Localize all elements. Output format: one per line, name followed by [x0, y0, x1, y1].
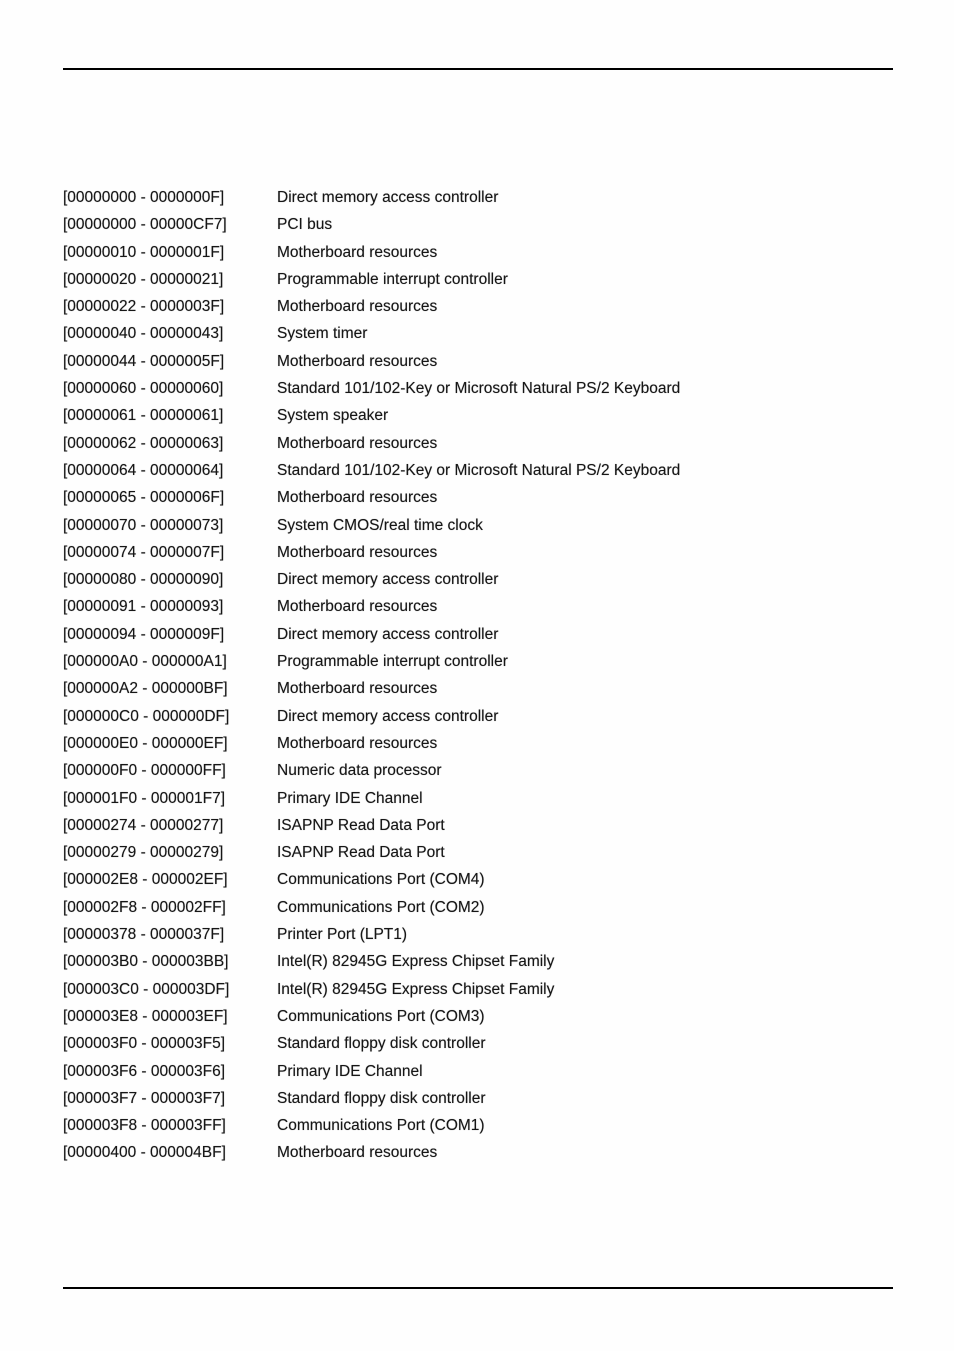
address-range: [00000044 - 0000005F] — [63, 352, 225, 370]
device-name: Standard 101/102-Key or Microsoft Natural PS/2 Keyboard — [277, 461, 681, 479]
device-name: Primary IDE Channel — [277, 789, 423, 807]
io-map-row — [63, 539, 893, 566]
io-map-row — [63, 921, 893, 948]
io-map-row — [63, 839, 893, 866]
io-map-row — [63, 976, 893, 1003]
device-name: ISAPNP Read Data Port — [277, 816, 445, 834]
io-map-row — [63, 621, 893, 648]
io-map-row — [63, 948, 893, 975]
io-map-row — [63, 320, 893, 347]
address-range: [00000061 - 00000061] — [63, 407, 224, 425]
device-name: Motherboard resources — [277, 598, 438, 616]
io-map-row — [63, 757, 893, 784]
device-name: Motherboard resources — [277, 434, 438, 452]
address-range: [00000065 - 0000006F] — [63, 489, 225, 507]
io-map-row — [63, 730, 893, 757]
device-name: Motherboard resources — [277, 489, 438, 507]
address-range: [000003F7 - 000003F7] — [63, 1089, 226, 1107]
device-name: Direct memory access controller — [277, 707, 499, 725]
io-map-row — [63, 1003, 893, 1030]
device-name: Motherboard resources — [277, 352, 438, 370]
io-map-row — [63, 1030, 893, 1057]
address-range: [000003C0 - 000003DF] — [63, 980, 230, 998]
io-map-row — [63, 512, 893, 539]
address-range: [000000E0 - 000000EF] — [63, 734, 228, 752]
address-range: [00000022 - 0000003F] — [63, 298, 225, 316]
device-name: Standard floppy disk controller — [277, 1089, 486, 1107]
io-map-row — [63, 402, 893, 429]
device-name: PCI bus — [277, 216, 333, 234]
address-range: [00000064 - 00000064] — [63, 461, 224, 479]
address-range: [000003F6 - 000003F6] — [63, 1062, 226, 1080]
io-map-row — [63, 894, 893, 921]
address-range: [00000074 - 0000007F] — [63, 543, 225, 561]
address-range: [000003F0 - 000003F5] — [63, 1035, 226, 1053]
address-range: [000002E8 - 000002EF] — [63, 871, 228, 889]
footer-rule — [63, 1287, 893, 1289]
address-range: [00000040 - 00000043] — [63, 325, 224, 343]
io-map-row — [63, 566, 893, 593]
address-range: [00000010 - 0000001F] — [63, 243, 225, 261]
io-map-row — [63, 1112, 893, 1139]
address-range: [00000094 - 0000009F] — [63, 625, 225, 643]
device-name: Programmable interrupt controller — [277, 653, 508, 671]
device-name: Communications Port (COM4) — [277, 871, 485, 889]
device-name: Direct memory access controller — [277, 571, 499, 589]
device-name: ISAPNP Read Data Port — [277, 844, 445, 862]
io-map-row — [63, 1085, 893, 1112]
device-name: Motherboard resources — [277, 243, 438, 261]
address-range: [00000378 - 0000037F] — [63, 926, 225, 944]
address-range: [00000000 - 0000000F] — [63, 189, 225, 206]
address-range: [00000020 - 00000021] — [63, 270, 224, 288]
device-name: System timer — [277, 325, 368, 343]
address-range: [000003B0 - 000003BB] — [63, 953, 229, 971]
io-map-row — [63, 593, 893, 620]
address-range: [00000274 - 00000277] — [63, 816, 224, 834]
device-name: Printer Port (LPT1) — [277, 926, 408, 944]
io-map-row — [63, 430, 893, 457]
device-name: Standard 101/102-Key or Microsoft Natural PS/2 Keyboard — [277, 380, 681, 398]
address-range: [00000062 - 00000063] — [63, 434, 224, 452]
io-map-row — [63, 266, 893, 293]
device-name: Motherboard resources — [277, 734, 438, 752]
io-map-row — [63, 812, 893, 839]
device-name: Programmable interrupt controller — [277, 270, 508, 288]
address-range: [00000400 - 000004BF] — [63, 1144, 226, 1162]
device-name: Direct memory access controller — [277, 625, 499, 643]
device-name: Intel(R) 82945G Express Chipset Family — [277, 980, 555, 998]
device-name: Intel(R) 82945G Express Chipset Family — [277, 953, 555, 971]
io-map-row — [63, 184, 893, 211]
io-map-row — [63, 703, 893, 730]
address-range: [00000070 - 00000073] — [63, 516, 224, 534]
address-range: [000000A2 - 000000BF] — [63, 680, 228, 698]
address-range: [000000C0 - 000000DF] — [63, 707, 230, 725]
address-range: [00000279 - 00000279] — [63, 844, 224, 862]
address-range: [000001F0 - 000001F7] — [63, 789, 226, 807]
address-range: [00000080 - 00000090] — [63, 571, 224, 589]
io-map-row — [63, 648, 893, 675]
address-range: [000003F8 - 000003FF] — [63, 1117, 226, 1135]
io-map-row — [63, 348, 893, 375]
io-map-row — [63, 1139, 893, 1166]
device-name: Motherboard resources — [277, 680, 438, 698]
device-name: System speaker — [277, 407, 389, 425]
device-name: Motherboard resources — [277, 298, 438, 316]
io-map-row — [63, 375, 893, 402]
io-map-row — [63, 293, 893, 320]
device-name: Direct memory access controller — [277, 189, 499, 206]
device-name: Primary IDE Channel — [277, 1062, 423, 1080]
header-rule — [63, 68, 893, 70]
address-range: [00000060 - 00000060] — [63, 380, 224, 398]
io-map-row — [63, 484, 893, 511]
device-name: Motherboard resources — [277, 543, 438, 561]
io-map-row — [63, 1058, 893, 1085]
device-name: Communications Port (COM3) — [277, 1007, 485, 1025]
device-name: Numeric data processor — [277, 762, 442, 780]
device-name: Communications Port (COM1) — [277, 1117, 485, 1135]
io-map-row — [63, 211, 893, 238]
io-map-row — [63, 239, 893, 266]
io-map-row — [63, 675, 893, 702]
io-map-row — [63, 785, 893, 812]
address-range: [000002F8 - 000002FF] — [63, 898, 226, 916]
io-map-row — [63, 866, 893, 893]
device-name: System CMOS/real time clock — [277, 516, 483, 534]
address-range: [00000091 - 00000093] — [63, 598, 224, 616]
io-map-row — [63, 457, 893, 484]
device-name: Communications Port (COM2) — [277, 898, 485, 916]
address-range: [000003E8 - 000003EF] — [63, 1007, 228, 1025]
address-range: [000000F0 - 000000FF] — [63, 762, 226, 780]
device-name: Motherboard resources — [277, 1144, 438, 1162]
address-range: [00000000 - 00000CF7] — [63, 216, 227, 234]
device-name: Standard floppy disk controller — [277, 1035, 486, 1053]
address-range: [000000A0 - 000000A1] — [63, 653, 227, 671]
io-address-list — [63, 184, 893, 1167]
